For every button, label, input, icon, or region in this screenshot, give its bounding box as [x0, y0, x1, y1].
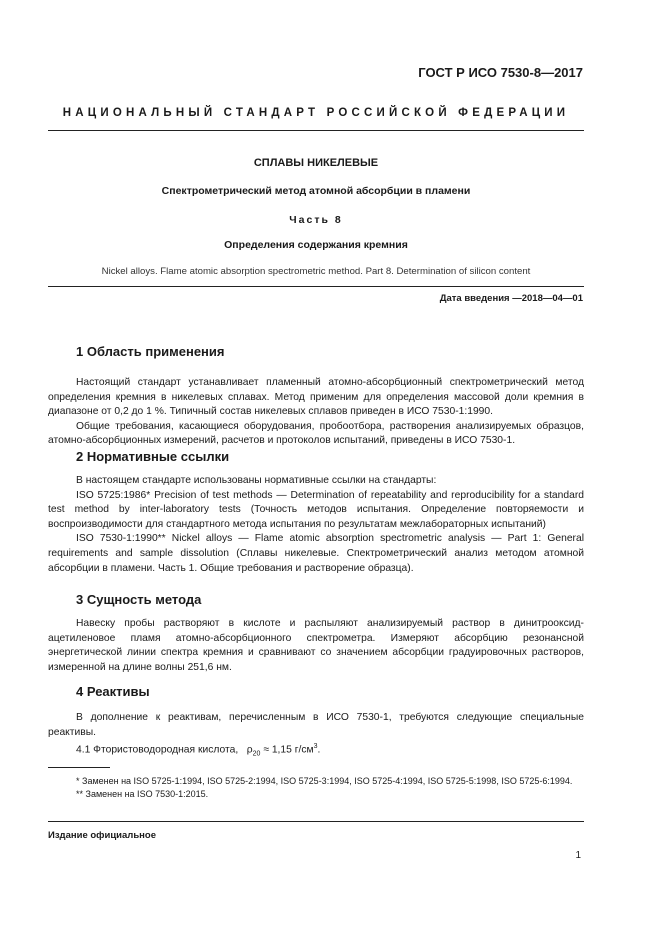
document-subtitle: Спектрометрический метод атомной абсорбции в пламени	[161, 185, 471, 197]
footnote-rule	[48, 767, 110, 768]
density-unit-power: 3	[313, 743, 318, 751]
official-edition-label: Издание официальное	[48, 830, 156, 841]
density-value: ≈ 1,15 г/см	[263, 744, 314, 756]
paragraph: Общие требования, касающиеся оборудования, пробоотбора, растворения анализируемых образцов, атомно-абсорбционных измерений, расчетов и протоколов испытаний, приведены в ИСО 7530-1.	[48, 420, 584, 447]
section-body	[48, 617, 584, 675]
section-heading: 2 Нормативные ссылки	[76, 449, 230, 464]
reagent-label: 4.1 Фтористоводородная кислота,	[76, 744, 239, 756]
document-part: Часть 8	[289, 214, 343, 226]
density-subscript: 20	[252, 750, 261, 758]
english-title: Nickel alloys. Flame atomic absorption spectrometric method. Part 8. Determination of silicon content	[101, 266, 531, 277]
density-symbol: ρ	[246, 744, 253, 756]
section-heading: 1 Область применения	[76, 344, 225, 359]
footnote: ** Заменен на ISO 7530-1:2015.	[76, 789, 209, 799]
paragraph: ISO 5725:1986* Precision of test methods — Determination of repeatability and reproducibility for a standard test method by inter-laboratory tests (Точность методов испытания. Определение повторяемости и воспроизводимости для стандартного метода испытания по результатам межлабораторных испытаний)	[48, 489, 584, 530]
standard-title: НАЦИОНАЛЬНЫЙ СТАНДАРТ РОССИЙСКОЙ ФЕДЕРАЦИИ	[62, 107, 570, 119]
paragraph: Настоящий стандарт устанавливает пламенный атомно-абсорбционный спектрометрический метод определения кремния в никелевых сплавах. Метод применим для определения массовой доли кремния в диапазоне от 0,2 до 1 %. Типичный состав никелевых сплавов приведен в ИСО 7530-1:1990.	[48, 377, 584, 418]
section-heading: 4 Реактивы	[76, 684, 150, 699]
header-divider	[48, 130, 584, 131]
footnotes	[48, 775, 584, 801]
paragraph: В настоящем стандарте использованы нормативные ссылки на стандарты:	[76, 475, 437, 486]
section-body	[48, 711, 584, 762]
section-heading: 3 Сущность метода	[76, 592, 202, 607]
reagent-item	[48, 740, 584, 762]
footer-divider	[48, 821, 584, 822]
document-definition: Определения содержания кремния	[224, 239, 408, 251]
reagent-end: .	[317, 744, 321, 756]
document-title: СПЛАВЫ НИКЕЛЕВЫЕ	[253, 157, 379, 169]
document-code: ГОСТ Р ИСО 7530-8—2017	[418, 65, 583, 80]
introduction-date: Дата введения —2018—04—01	[439, 293, 583, 304]
paragraph: Навеску пробы растворяют в кислоте и распыляют анализируемый раствор в динитрооксид-ацетиленовое пламя атомно-абсорбционного спектрометра. Измеряют абсорбцию резонансной энергетической линии спектра кремния и сравнивают со значением абсорбции градуировочных растворов, измеренной на длине волны 251,6 нм.	[48, 618, 584, 673]
title-divider	[48, 286, 584, 287]
section-body	[48, 474, 584, 576]
page-number: 1	[575, 850, 581, 861]
paragraph: В дополнение к реактивам, перечисленным в ИСО 7530-1, требуются следующие специальные реактивы.	[48, 712, 584, 738]
paragraph: ISO 7530-1:1990** Nickel alloys — Flame atomic absorption spectrometric analysis — Part 1: General requirements and sample dissolution (Сплавы никелевые. Спектрометрический анализ методом атомной абсорбции в пламени. Часть 1. Общие требования и растворение образца).	[48, 533, 584, 574]
section-body	[48, 376, 584, 449]
footnote: * Заменен на ISO 5725-1:1994, ISO 5725-2:1994, ISO 5725-3:1994, ISO 5725-4:1994, ISO 5725-5:1998, ISO 5725-6:1994.	[76, 776, 573, 786]
